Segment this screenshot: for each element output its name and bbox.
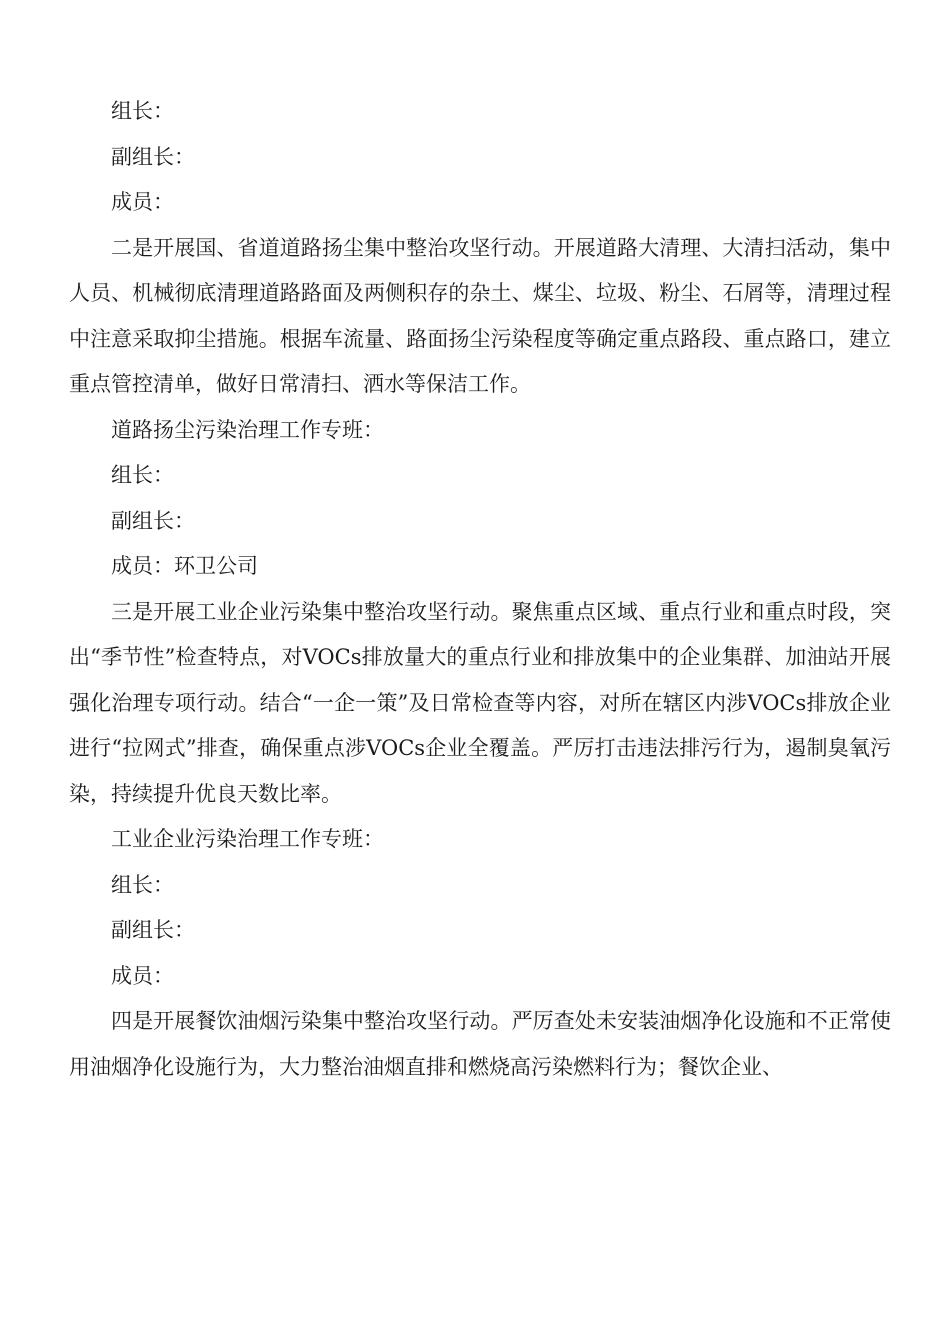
industrial-pollution-action-paragraph: 三是开展工业企业污染集中整治攻坚行动。聚焦重点区域、重点行业和重点时段，突出“季节性”检查特点，对VOCs排放量大的重点行业和排放集中的企业集群、加油站开展强化治理专项行动。结合“一企一策”及日常检查等内容，对所在辖区内涉VOCs排放企业进行“拉网式”排查，确保重点涉VOCs企业全覆盖。严厉打击违法排污行为，遏制臭氧污染，持续提升优良天数比率。	[69, 599, 891, 806]
team-leader-line: 组长：	[111, 872, 174, 897]
industrial-team-heading: 工业企业污染治理工作专班：	[111, 827, 384, 851]
team-leader-line: 组长：	[111, 99, 174, 123]
road-dust-action-paragraph: 二是开展国、省道道路扬尘集中整治攻坚行动。开展道路大清理、大清扫活动，集中人员、机械彻底清理道路路面及两侧积存的杂土、煤尘、垃圾、粉尘、石屑等，清理过程中注意采取抑尘措施。根据车流量、路面扬尘污染程度等确定重点路段、重点路口，建立重点管控清单，做好日常清扫、洒水等保洁工作。	[69, 235, 891, 396]
catering-fume-action-paragraph: 四是开展餐饮油烟污染集中整治攻坚行动。严厉查处未安装油烟净化设施和不正常使用油烟净化设施行为，大力整治油烟直排和燃烧高污染燃料行为；餐饮企业、	[69, 1009, 891, 1079]
members-line: 成员：环卫公司	[111, 554, 258, 578]
members-line: 成员：	[111, 190, 174, 214]
deputy-leader-line: 副组长：	[111, 508, 195, 533]
document-body	[69, 89, 891, 1090]
team-leader-line: 组长：	[111, 463, 174, 487]
deputy-leader-line: 副组长：	[111, 144, 195, 169]
members-line: 成员：	[111, 963, 174, 988]
deputy-leader-line: 副组长：	[111, 918, 195, 942]
road-dust-team-heading: 道路扬尘污染治理工作专班：	[111, 417, 384, 442]
